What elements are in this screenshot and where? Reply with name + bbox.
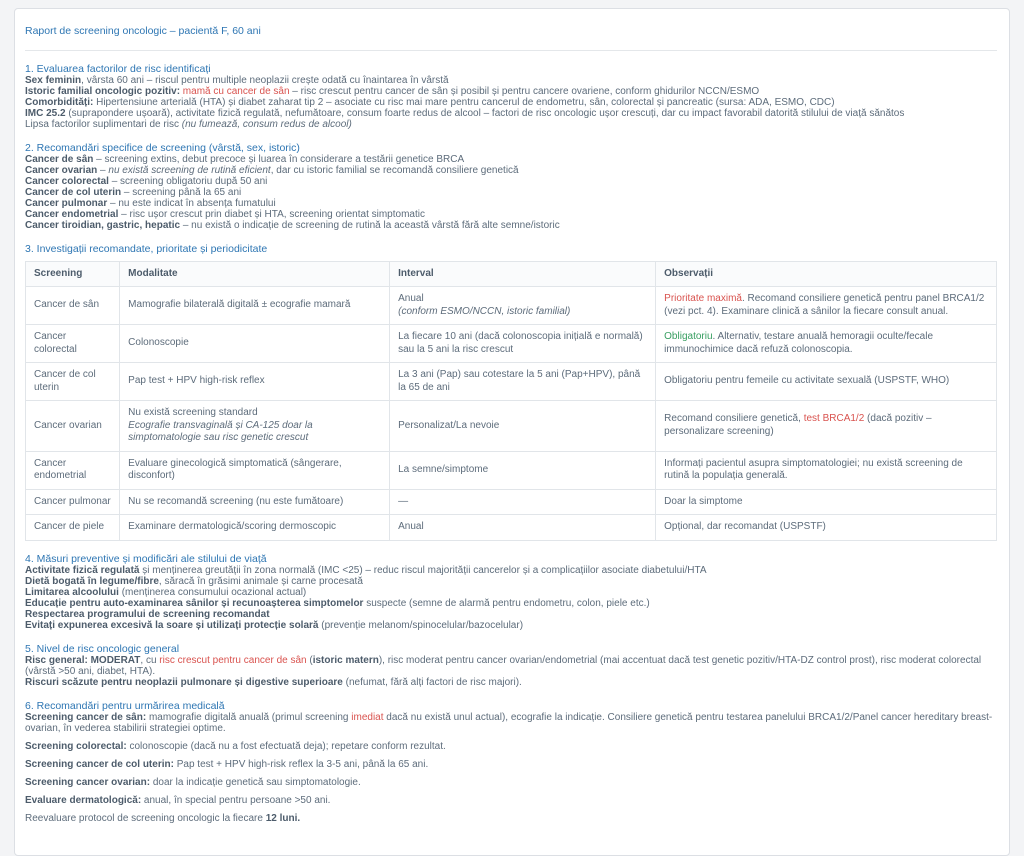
text-segment: anual, în special pentru persoane >50 ani.: [141, 794, 331, 806]
followup-reevaluation: [25, 813, 997, 824]
text-segment: – nu există o indicație de screening de rutină la această vârstă fără alte semne/istoric: [180, 220, 560, 231]
text-segment: colonoscopie (dacă nu a fost efectuată deja); repetare conform rezultat.: [126, 740, 446, 752]
cell-screening-type: Cancer de piele: [26, 515, 120, 541]
cell-modality: Nu se recomandă screening (nu este fumătoare): [120, 489, 390, 515]
bold-lead: Limitarea alcoolului: [25, 586, 119, 598]
rec-line-cervical: [25, 187, 997, 198]
prevention-line-program: [25, 609, 997, 620]
followup-colorectal: [25, 741, 997, 752]
text-segment: Hipertensiune arterială (HTA) și diabet zaharat tip 2 – asociate cu risc mai mare pentru cancerul de endometru, sân, colorectal și pancreatic (sursa: ADA, ESMO, CDC): [93, 97, 835, 108]
bold-lead: Evitați expunerea excesivă la soare și utilizați protecție solară: [25, 619, 319, 631]
cell-interval: [390, 287, 656, 325]
bold-lead: Cancer ovarian: [25, 165, 98, 176]
cell-screening-type: Cancer de col uterin: [26, 363, 120, 401]
risk-line-comorbidities: [25, 97, 997, 108]
rec-line-other: [25, 220, 997, 231]
risk-line-sex: [25, 75, 997, 86]
text-segment: Lipsa factorilor suplimentari de risc: [25, 119, 182, 130]
alert-text: Prioritate maximă: [664, 293, 742, 304]
low-risk-line: [25, 677, 997, 688]
rec-line-lung: [25, 198, 997, 209]
text-segment: Nu există screening standard: [128, 407, 258, 418]
col-header-interval: Interval: [390, 262, 656, 287]
table-row-breast: [26, 287, 997, 325]
table-row-colorectal: [26, 325, 997, 363]
text-segment: ), risc moderat pentru cancer ovarian/endometrial (mai accentuat dacă test genetic pozitiv/HTA-DZ control prost), risc moderat colorectal (vârstă >50 ani, diabet, HTA).: [25, 654, 982, 677]
cell-modality: Pap test + HPV high-risk reflex: [120, 363, 390, 401]
cell-observations: [656, 325, 997, 363]
col-header-observations: Observații: [656, 262, 997, 287]
section-4-heading: 4. Măsuri preventive și modificări ale stilului de viață: [25, 552, 267, 565]
alert-text: risc crescut pentru cancer de sân: [159, 654, 307, 666]
text-segment: –: [97, 165, 109, 176]
text-segment: Reevaluare protocol de screening oncologic la fiecare: [25, 812, 266, 824]
report-title: Raport de screening oncologic – pacientă F, 60 ani: [25, 25, 261, 37]
bold-lead: Screening cancer de sân:: [25, 711, 147, 723]
italic-note: nu există screening de rutină eficient: [108, 165, 271, 176]
bold-lead: Screening cancer ovarian:: [25, 776, 151, 788]
section-3-heading: 3. Investigații recomandate, prioritate și periodicitate: [25, 243, 268, 255]
section-2-heading: 2. Recomandări specifice de screening (vârstă, sex, istoric): [25, 142, 300, 154]
text-segment: , cu: [140, 654, 160, 666]
cell-modality: Mamografie bilaterală digitală ± ecografie mamară: [120, 287, 390, 325]
text-segment: . Alternativ, testare anuală hemoragii oculte/fecale immunochimice dacă refuză colonoscopia.: [664, 331, 934, 355]
cell-interval: La semne/simptome: [390, 451, 656, 489]
prevention-line-sun: [25, 620, 997, 631]
table-header-row: [26, 262, 997, 287]
text-segment: . Recomand consiliere genetică pentru panel BRCA1/2 (vezi pct. 4). Examinare clinică a sânilor la fiecare consult anual.: [664, 293, 985, 317]
bold-lead: Comorbidități:: [25, 97, 94, 108]
bold-lead: Cancer colorectal: [25, 176, 109, 187]
section-followup: [25, 701, 997, 824]
table-row-cervical: [26, 363, 997, 401]
text-segment: , vârsta 60 ani – riscul pentru multiple neoplazii crește odată cu înaintarea în vârstă: [81, 75, 449, 86]
text-segment: (suprapondere ușoară), activitate fizică regulată, nefumătoare, consum foarte redus de alcool – factori de risc oncologic ușor crescuți, dar cu impact favorabil datorită stilului de viață sănătos: [65, 108, 905, 119]
screening-table: [25, 261, 997, 541]
risk-level-line: [25, 655, 997, 677]
table-row-ovarian: [26, 401, 997, 452]
text-segment: (nefumat, fără alți factori de risc majori).: [342, 676, 522, 688]
followup-ovarian: [25, 777, 997, 788]
cell-screening-type: Cancer colorectal: [26, 325, 120, 363]
table-row-lung: [26, 489, 997, 515]
col-header-modality: Modalitate: [120, 262, 390, 287]
cell-observations: [656, 287, 997, 325]
report-card: [14, 8, 1010, 856]
text-segment: Recomand consiliere genetică,: [664, 413, 804, 425]
text-segment: (: [306, 654, 313, 666]
cell-observations: Informați pacientul asupra simptomatologiei; nu există screening de rutină la populația generală.: [656, 451, 997, 489]
text-segment: doar la indicație genetică sau simptomatologie.: [150, 776, 361, 788]
section-risk-level: [25, 644, 997, 688]
bold-lead: Cancer de col uterin: [25, 187, 122, 198]
cell-interval: La fiecare 10 ani (dacă colonoscopia inițială e normală) sau la 5 ani la risc crescut: [390, 325, 656, 363]
followup-dermatology: [25, 795, 997, 806]
rec-line-colorectal: [25, 176, 997, 187]
bold-lead: Screening cancer de col uterin:: [25, 758, 174, 770]
bold-lead: Cancer endometrial: [25, 209, 119, 220]
bold-lead: Sex feminin: [25, 75, 82, 86]
prevention-line-activity: [25, 565, 997, 576]
alert-text: test BRCA1/2: [803, 413, 865, 425]
text-segment: (prevenție melanom/spinocelular/bazocelular): [318, 619, 524, 631]
text-segment: – screening până la 65 ani: [121, 187, 242, 198]
bold-lead: Risc general: MODERAT: [25, 654, 141, 666]
cell-screening-type: Cancer endometrial: [26, 451, 120, 489]
cell-observations: Doar la simptome: [656, 489, 997, 515]
italic-note: (nu fumează, consum redus de alcool): [181, 119, 352, 130]
alert-text: mamă cu cancer de sân: [180, 86, 290, 97]
text-segment: – risc ușor crescut prin diabet și HTA, screening orientat simptomatic: [118, 209, 425, 220]
risk-line-bmi: [25, 108, 997, 119]
cell-observations: Obligatoriu pentru femeile cu activitate sexuală (USPSTF, WHO): [656, 363, 997, 401]
text-segment: (menținerea consumului ocazional actual): [118, 586, 307, 598]
followup-breast: [25, 712, 997, 734]
cell-observations: [656, 401, 997, 452]
cell-observations: Opțional, dar recomandat (USPSTF): [656, 515, 997, 541]
bold-lead: Cancer pulmonar: [25, 198, 108, 209]
bold-lead: Screening colorectal:: [25, 740, 127, 752]
prevention-line-diet: [25, 576, 997, 587]
text-segment: și menținerea greutății în zona normală (IMC <25) – reduc riscul majorității cancerelor și a complicațiilor asociate diabetului/HTA: [139, 564, 707, 576]
section-preventive-measures: [25, 554, 997, 631]
risk-line-no-extra-factors: [25, 119, 997, 130]
cell-modality: Evaluare ginecologică simptomatică (sângerare, disconfort): [120, 451, 390, 489]
section-screening-recommendations: [25, 143, 997, 231]
rec-line-breast: [25, 154, 997, 165]
rec-line-ovarian: [25, 165, 997, 176]
cell-screening-type: Cancer de sân: [26, 287, 120, 325]
italic-note: (conform ESMO/NCCN, istoric familial): [398, 305, 571, 317]
bold-note: istoric matern: [312, 654, 379, 666]
section-6-heading: 6. Recomandări pentru urmărirea medicală: [25, 699, 225, 712]
bold-lead: Istoric familial oncologic pozitiv:: [25, 86, 181, 97]
followup-cervical: [25, 759, 997, 770]
text-segment: dacă nu există unul actual), ecografie la indicație. Consiliere genetică pentru testarea panelului BRCA1/2/Panel cancer hereditary breast-ovarian, în vederea stabilirii strategiei optime.: [25, 711, 993, 734]
cell-interval: —: [390, 489, 656, 515]
bold-lead: Dietă bogată în legume/fibre: [25, 575, 159, 587]
text-segment: – nu este indicat în absența fumatului: [107, 198, 276, 209]
cell-interval: Personalizat/La nevoie: [390, 401, 656, 452]
text-segment: suspecte (semne de alarmă pentru endometru, colon, piele etc.): [363, 597, 650, 609]
rec-line-endometrial: [25, 209, 997, 220]
bold-lead: Cancer de sân: [25, 154, 94, 165]
text-segment: – screening obligatoriu după 50 ani: [108, 176, 268, 187]
cell-modality: Colonoscopie: [120, 325, 390, 363]
table-row-endometrial: [26, 451, 997, 489]
bold-lead: Cancer tiroidian, gastric, hepatic: [25, 220, 181, 231]
prevention-line-alcohol: [25, 587, 997, 598]
prevention-line-selfexam: [25, 598, 997, 609]
alert-text: imediat: [351, 711, 384, 723]
title-divider: [25, 50, 997, 51]
text-segment: Pap test + HPV high-risk reflex la 3-5 ani, până la 65 ani.: [173, 758, 429, 770]
bold-lead: Activitate fizică regulată: [25, 564, 140, 576]
section-1-heading: 1. Evaluarea factorilor de risc identificați: [25, 63, 211, 75]
cell-modality: Examinare dermatologică/scoring dermoscopic: [120, 515, 390, 541]
cell-screening-type: Cancer ovarian: [26, 401, 120, 452]
bold-lead: Riscuri scăzute pentru neoplazii pulmonare și digestive superioare: [25, 676, 343, 688]
section-risk-factors: [25, 64, 997, 130]
col-header-screening: Screening: [26, 262, 120, 287]
bold-lead: Educație pentru auto-examinarea sânilor și recunoașterea simptomelor: [25, 597, 364, 609]
italic-note: Ecografie transvaginală și CA-125 doar la simptomatologie sau risc genetic crescut: [128, 419, 313, 443]
cell-interval: La 3 ani (Pap) sau cotestare la 5 ani (Pap+HPV), până la 65 de ani: [390, 363, 656, 401]
cell-screening-type: Cancer pulmonar: [26, 489, 120, 515]
text-segment: – screening extins, debut precoce și luarea în considerare a testării genetice BRCA: [93, 154, 465, 165]
text-segment: Anual: [398, 293, 424, 304]
text-segment: , dar cu istoric familial se recomandă consiliere genetică: [270, 165, 519, 176]
table-row-skin: [26, 515, 997, 541]
text-segment: mamografie digitală anuală (primul screening: [146, 711, 352, 723]
bold-lead: Evaluare dermatologică:: [25, 794, 142, 806]
bold-lead: Respectarea programului de screening recomandat: [25, 608, 270, 620]
section-5-heading: 5. Nivel de risc oncologic general: [25, 642, 180, 655]
section-investigations: [25, 244, 997, 541]
text-segment: – risc crescut pentru cancer de sân și posibil și pentru cancere ovariene, conform ghidurilor NCCN/ESMO: [289, 86, 760, 97]
risk-line-family-history: [25, 86, 997, 97]
text-segment: , săracă în grăsimi animale și carne procesată: [158, 575, 363, 587]
bold-lead: IMC 25.2: [25, 108, 66, 119]
ok-text: Obligatoriu: [664, 331, 713, 342]
cell-modality: [120, 401, 390, 452]
text-segment: (dacă pozitiv – personalizare screening): [664, 413, 932, 437]
cell-interval: Anual: [390, 515, 656, 541]
bold-note: 12 luni.: [265, 812, 301, 824]
